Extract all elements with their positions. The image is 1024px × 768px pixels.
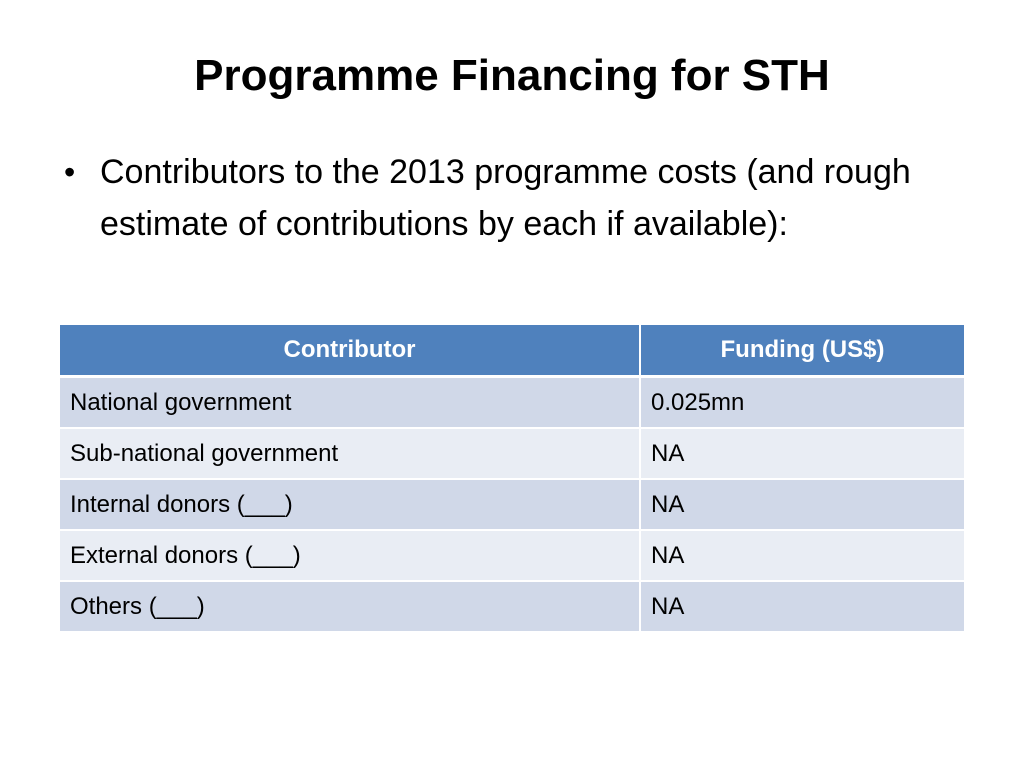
contributor-cell: External donors (___) [60, 530, 640, 581]
table-row [60, 581, 964, 632]
funding-cell: 0.025mn [640, 377, 964, 429]
table-row [60, 428, 964, 479]
funding-cell: NA [640, 530, 964, 581]
bullet-item [64, 146, 964, 250]
table-row [60, 530, 964, 581]
funding-cell: NA [640, 581, 964, 632]
funding-cell: NA [640, 479, 964, 530]
bullet-text: Contributors to the 2013 programme costs (and rough estimate of contributions by each if available): [100, 153, 911, 243]
table-row [60, 377, 964, 429]
slide-title: Programme Financing for STH [194, 51, 830, 100]
table-header-row [60, 325, 964, 377]
funding-table [60, 325, 964, 633]
header-funding: Funding (US$) [640, 325, 964, 377]
contributor-cell: Internal donors (___) [60, 479, 640, 530]
header-contributor: Contributor [60, 325, 640, 377]
funding-table-container [60, 325, 964, 633]
contributor-cell: National government [60, 377, 640, 429]
contributor-cell: Others (___) [60, 581, 640, 632]
funding-cell: NA [640, 428, 964, 479]
contributor-cell: Sub-national government [60, 428, 640, 479]
bullet-icon: • [64, 154, 76, 190]
table-row [60, 479, 964, 530]
